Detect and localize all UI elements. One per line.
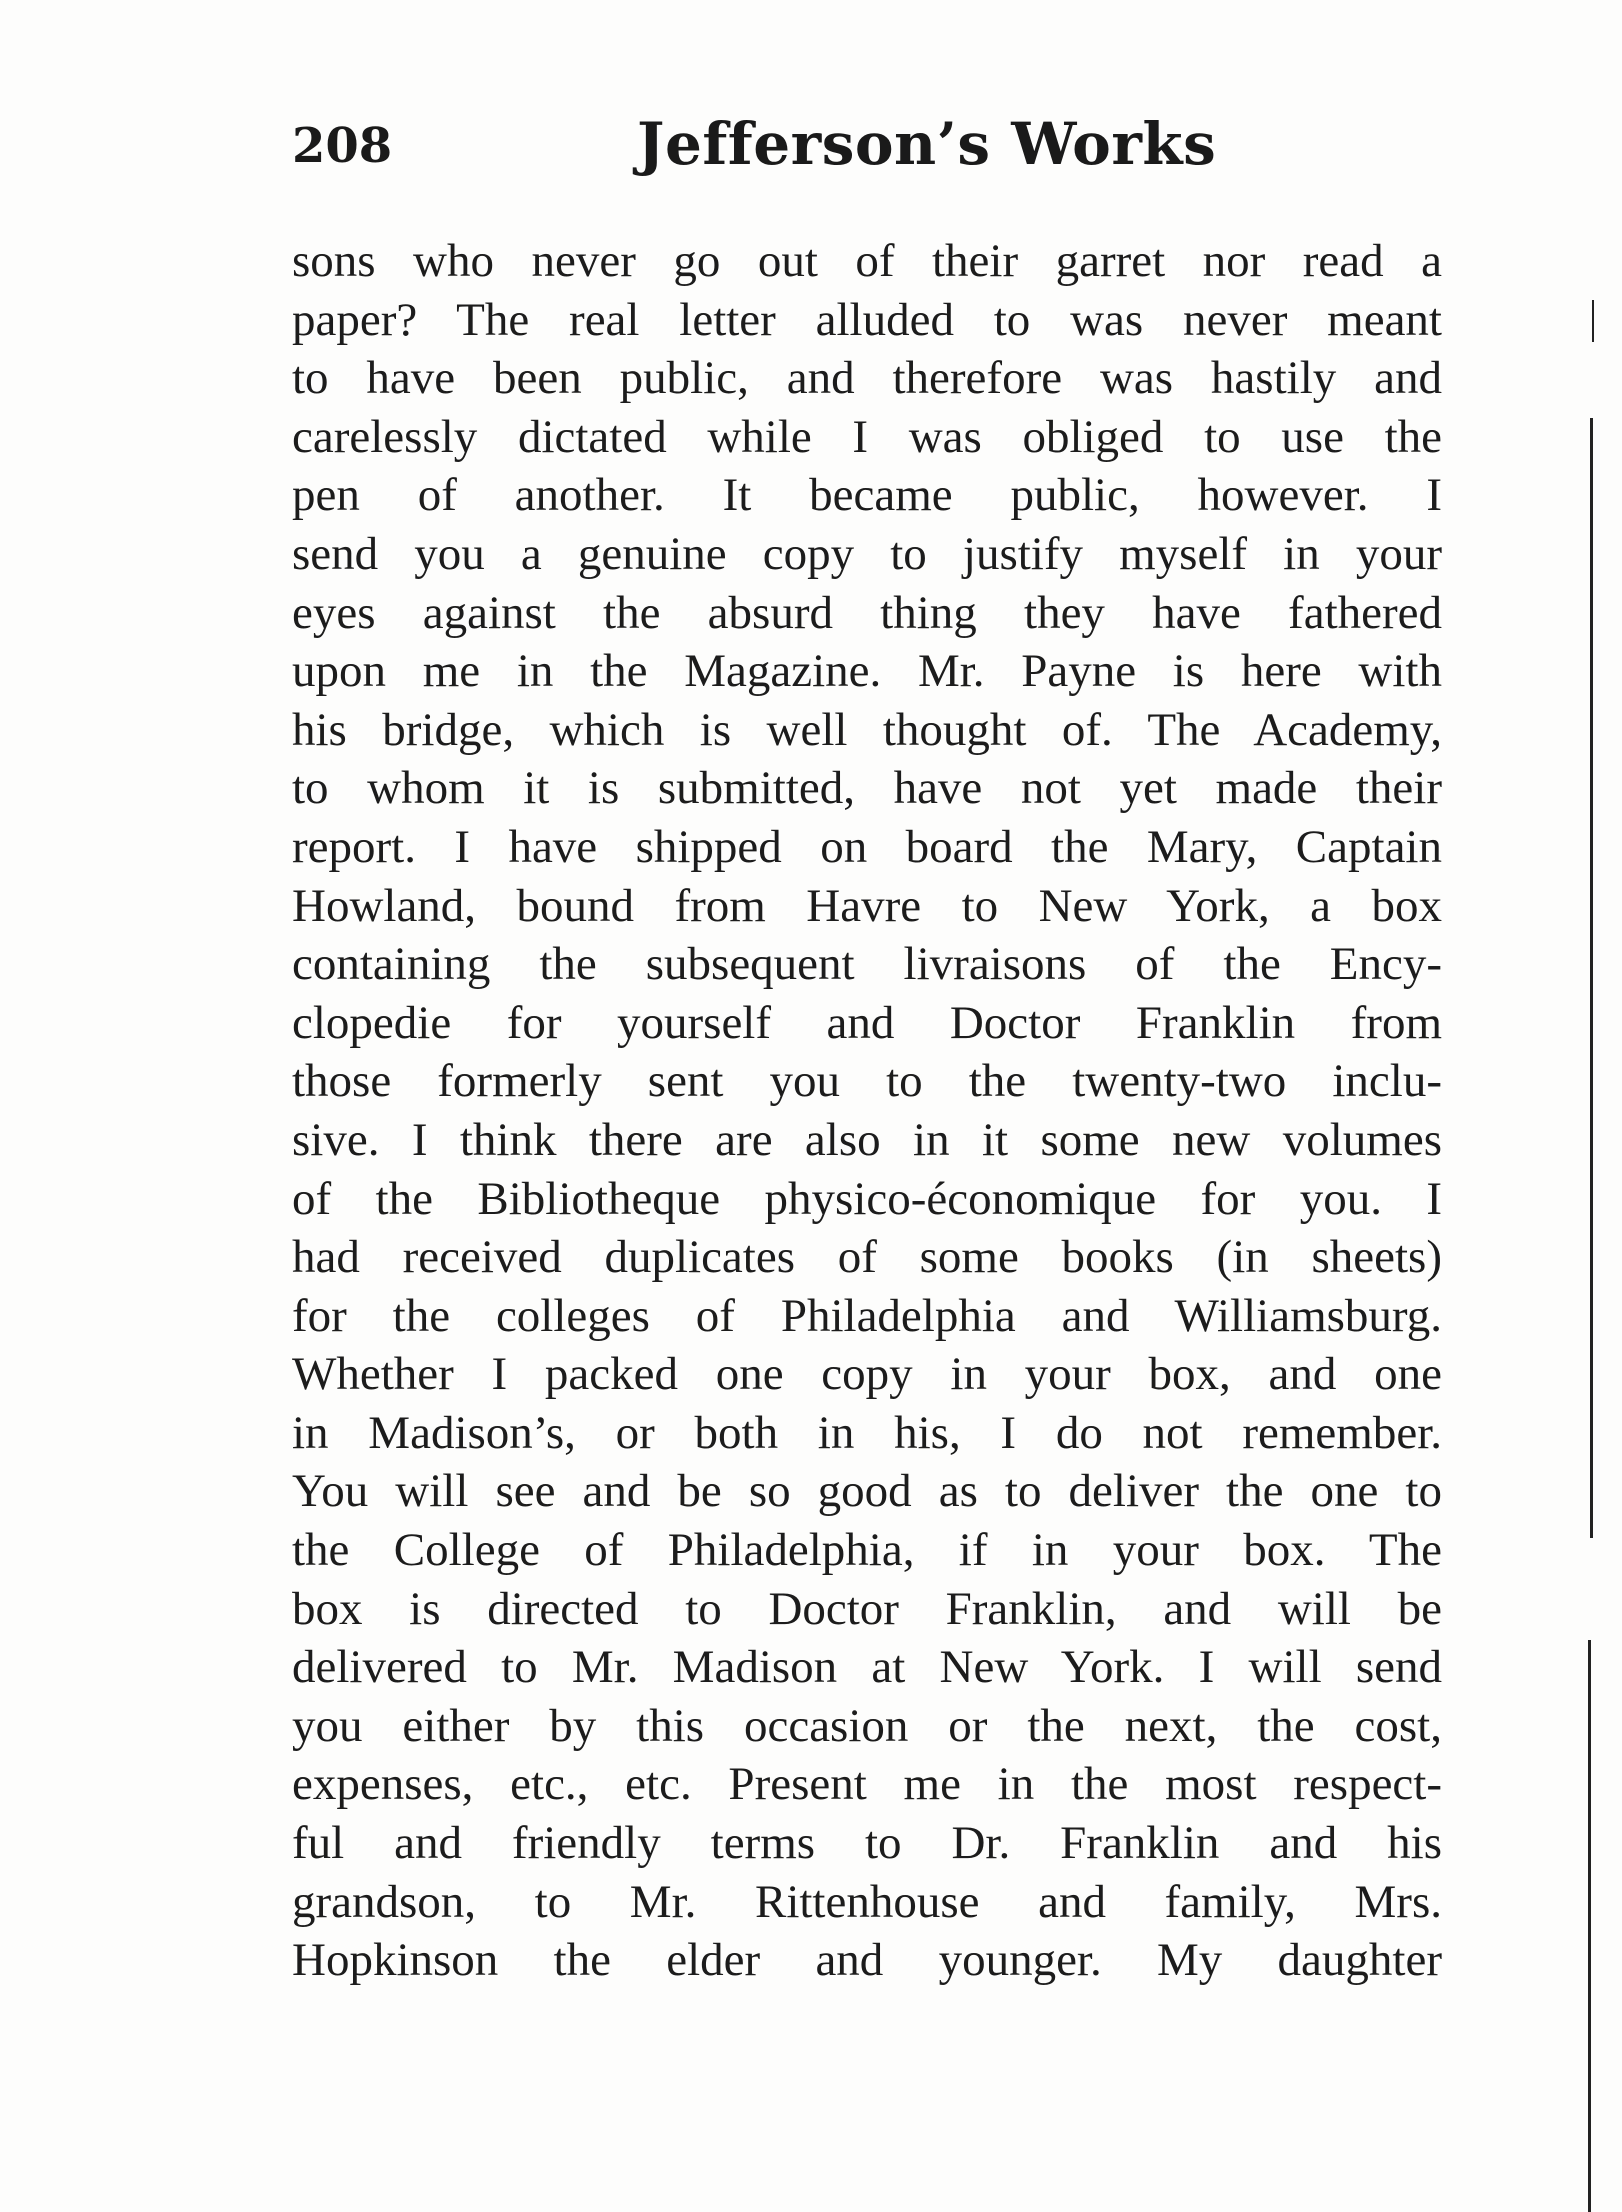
text-line: delivered to Mr. Madison at New York. I will send: [292, 1641, 1442, 1694]
text-line: had received duplicates of some books (in sheets): [292, 1231, 1442, 1284]
text-line: clopedie for yourself and Doctor Franklin from: [292, 996, 1442, 1049]
text-line: sons who never go out of their garret nor read a: [292, 235, 1442, 287]
scan-edge-mark: [1588, 1640, 1591, 2212]
text-line: expenses, etc., etc. Present me in the most respect-: [292, 1758, 1442, 1811]
text-line: of the Bibliotheque physico-économique for you. I: [292, 1172, 1442, 1225]
text-line: ful and friendly terms to Dr. Franklin and his: [292, 1817, 1442, 1870]
text-line: paper? The real letter alluded to was never meant: [292, 293, 1442, 346]
text-line: in Madison’s, or both in his, I do not remember.: [292, 1406, 1442, 1459]
text-line: those formerly sent you to the twenty-two inclu-: [292, 1055, 1442, 1108]
scan-edge-mark: [1592, 300, 1594, 342]
text-line: send you a genuine copy to justify myself in your: [292, 527, 1442, 580]
text-line: report. I have shipped on board the Mary, Captain: [292, 820, 1442, 873]
text-line: Whether I packed one copy in your box, and one: [292, 1348, 1442, 1401]
text-line: eyes against the absurd thing they have fathered: [292, 586, 1442, 639]
text-line: Hopkinson the elder and younger. My daughter: [292, 1934, 1442, 1987]
text-line: to have been public, and therefore was hastily and: [292, 352, 1442, 405]
page-number: 208: [292, 118, 393, 174]
text-line: Howland, bound from Havre to New York, a box: [292, 879, 1442, 932]
text-line: pen of another. It became public, however. I: [292, 469, 1442, 522]
text-line: containing the subsequent livraisons of the Ency-: [292, 938, 1442, 991]
text-line: box is directed to Doctor Franklin, and will be: [292, 1582, 1442, 1635]
text-line: to whom it is submitted, have not yet made their: [292, 762, 1442, 815]
text-line: his bridge, which is well thought of. The Academy,: [292, 703, 1442, 756]
text-line: upon me in the Magazine. Mr. Payne is here with: [292, 645, 1442, 698]
text-line: sive. I think there are also in it some new volumes: [292, 1113, 1442, 1166]
scan-edge-mark: [1590, 418, 1593, 1538]
text-line: you either by this occasion or the next, the cost,: [292, 1699, 1442, 1752]
running-title: Jefferson’s Works: [637, 110, 1217, 178]
body-text: [292, 232, 1442, 1990]
text-line: You will see and be so good as to deliver the one to: [292, 1465, 1442, 1518]
text-line: carelessly dictated while I was obliged to use the: [292, 410, 1442, 463]
text-line: grandson, to Mr. Rittenhouse and family, Mrs.: [292, 1875, 1442, 1928]
text-line: for the colleges of Philadelphia and Williamsburg.: [292, 1289, 1442, 1342]
page-header: [292, 110, 1442, 200]
text-line: the College of Philadelphia, if in your box. The: [292, 1524, 1442, 1577]
